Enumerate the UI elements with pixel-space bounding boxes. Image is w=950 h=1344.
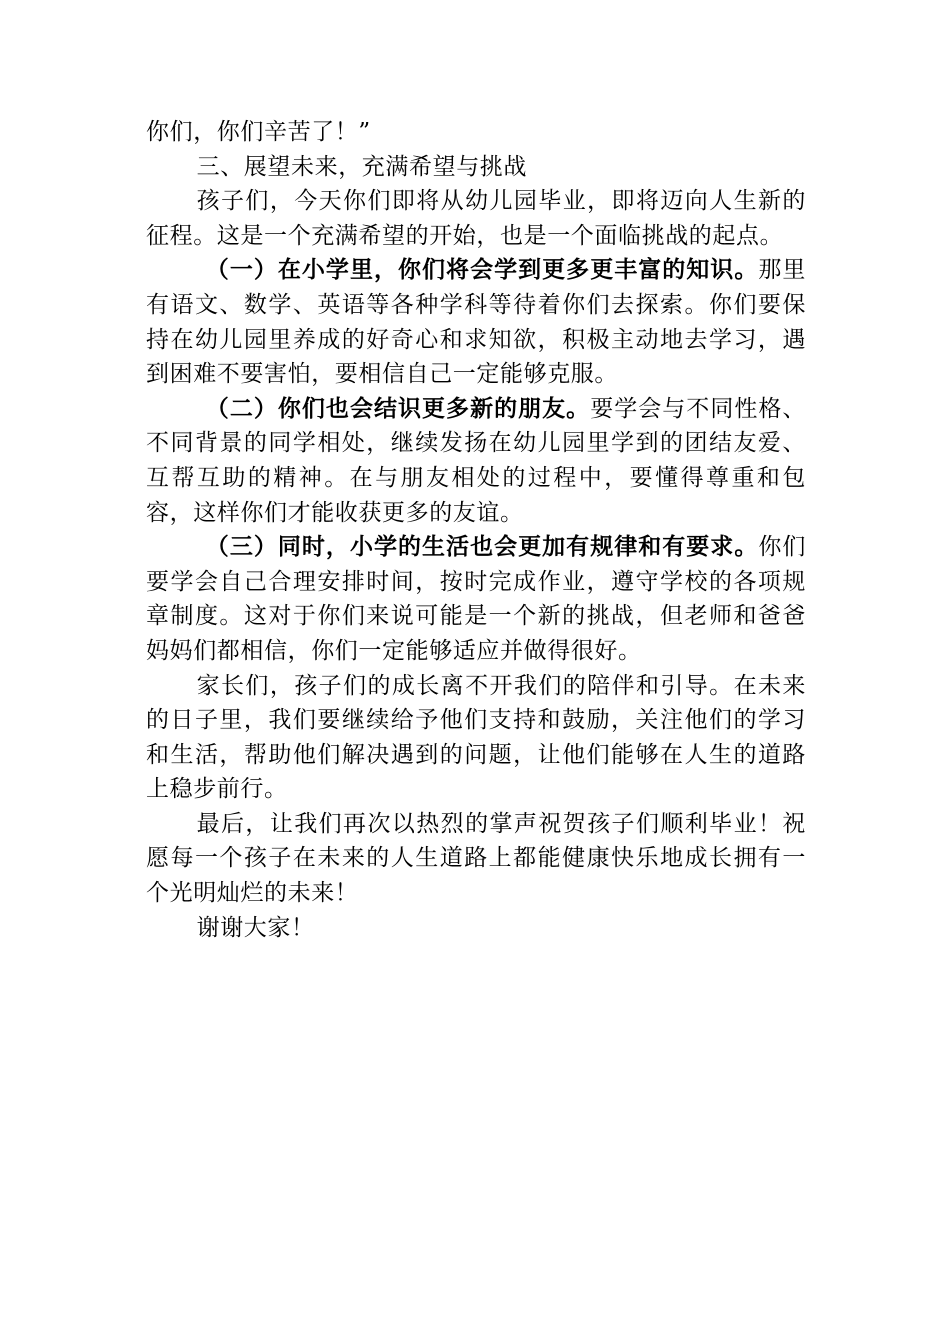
subpoint-3-body: 你们要学会自己合理安排时间，按时完成作业，遵守学校的各项规章制度。这对于你们来说可能是一个新的挑战，但老师和爸爸妈妈们都相信，你们一定能够适应并做得很好。: [146, 534, 806, 664]
paragraph-intro: 孩子们，今天你们即将从幼儿园毕业，即将迈向人生新的征程。这是一个充满希望的开始，也是一个面临挑战的起点。: [146, 188, 806, 249]
subpoint-1-title: （一）在小学里，你们将会学到更多更丰富的知识。: [205, 257, 759, 284]
paragraph-thanks: 谢谢大家！: [196, 914, 315, 941]
section-heading: 三、展望未来，充满希望与挑战: [196, 153, 527, 180]
subpoint-1: [146, 253, 806, 391]
subpoint-1-body: 那里有语文、数学、英语等各种学科等待着你们去探索。你们要保持在幼儿园里养成的好奇心和求知欲，积极主动地去学习，遇到困难不要害怕，要相信自己一定能够克服。: [146, 257, 806, 388]
subpoint-3-title: （三）同时，小学的生活也会更加有规律和有要求。: [205, 534, 759, 561]
paragraph-closing: 最后，让我们再次以热烈的掌声祝贺孩子们顺利毕业！祝愿每一个孩子在未来的人生道路上都能健康快乐地成长拥有一个光明灿烂的未来！: [146, 810, 806, 907]
document-page: [146, 115, 806, 945]
paragraph-parents: 家长们，孩子们的成长离不开我们的陪伴和引导。在未来的日子里，我们要继续给予他们支持和鼓励，关注他们的学习和生活，帮助他们解决遇到的问题，让他们能够在人生的道路上稳步前行。: [146, 672, 806, 803]
subpoint-3: [146, 530, 806, 668]
subpoint-2-title: （二）你们也会结识更多新的朋友。: [205, 395, 591, 422]
paragraph-continuation: 你们，你们辛苦了！”: [146, 119, 371, 145]
subpoint-2: [146, 392, 806, 530]
subpoint-2-body: 要学会与不同性格、不同背景的同学相处，继续发扬在幼儿园里学到的团结友爱、互帮互助的精神。在与朋友相处的过程中，要懂得尊重和包容，这样你们才能收获更多的友谊。: [146, 395, 806, 526]
